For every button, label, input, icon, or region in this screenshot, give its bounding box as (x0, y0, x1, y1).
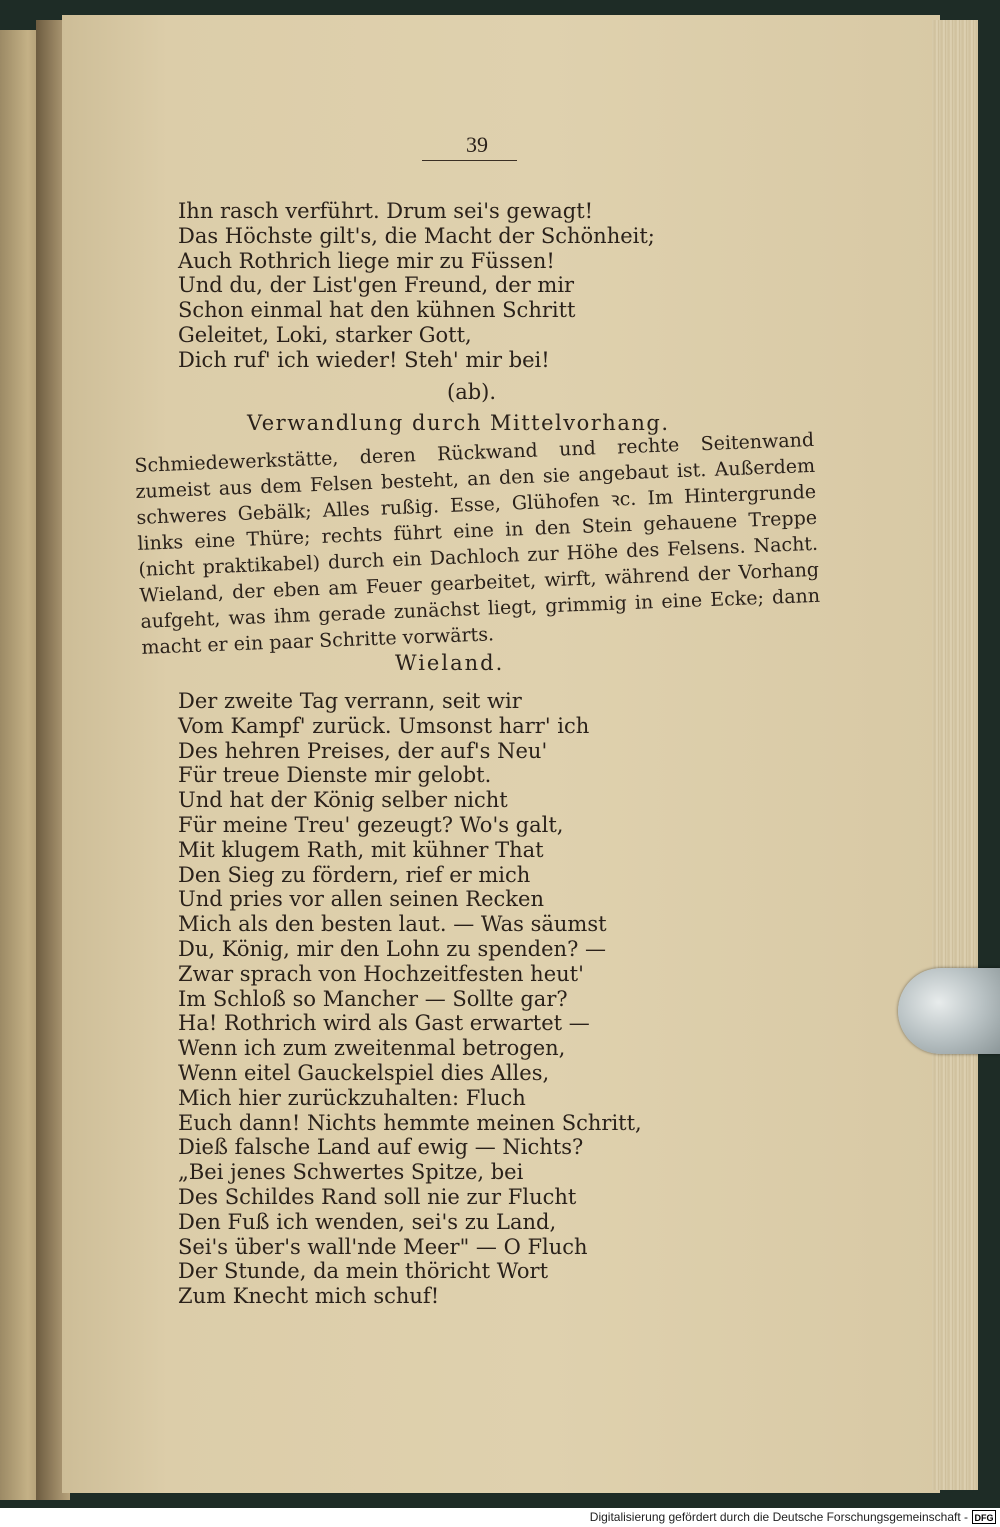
verse-line: Mich hier zurückzuhalten: Fluch (178, 1085, 526, 1110)
verse-line: Auch Rothrich liege mir zu Füssen! (178, 248, 555, 273)
verse-line: Und hat der König selber nicht (178, 788, 508, 813)
verse-line: Zum Knecht mich schuf! (178, 1284, 440, 1309)
verse-line: Für meine Treu' gezeugt? Wo's galt, (178, 812, 564, 837)
verse-line: Euch dann! Nichts hemmte meinen Schritt, (178, 1110, 642, 1135)
verse-line: Den Sieg zu fördern, rief er mich (178, 862, 531, 887)
verse-line: Schon einmal hat den kühnen Schritt (178, 298, 576, 323)
page-content (62, 15, 940, 1493)
verse-line: Vom Kampf' zurück. Umsonst harr' ich (178, 713, 590, 738)
verse-line: Geleitet, Loki, starker Gott, (178, 322, 472, 347)
funding-credit: Digitalisierung gefördert durch die Deutsche Forschungsgemeinschaft - (589, 1510, 968, 1524)
scene-heading: Verwandlung durch Mittelvorhang. (247, 411, 670, 435)
verse-line: Ihn rasch verführt. Drum sei's gewagt! (178, 199, 594, 223)
stage-direction: Schmiedewerkstätte, deren Rückwand und rechte Seitenwand zumeist aus dem Felsen besteht, an den sie angebaut ist. Außerdem schweres Gebälk; Alles rußig. Esse, Glühofen ꝛc. Im Hintergrunde links eine Thüre; rechts führt eine in den Stein gehauene Treppe (nicht praktikabel) durch ein Dachloch zur Höhe des Felsens. Nacht. Wieland, der eben am Feuer gearbeitet, wirft, während der Vorhang aufgeht, was ihm gerade zunächst liegt, grimmig in eine Ecke; dann macht er ein paar Schritte vorwärts. (134, 428, 821, 659)
verse-line: Wenn eitel Gauckelspiel dies Alles, (178, 1060, 550, 1085)
dfg-logo: DFG (972, 1510, 996, 1524)
verse-line: Im Schloß so Mancher — Sollte gar? (178, 986, 568, 1011)
verse-line: Wenn ich zum zweitenmal betrogen, (178, 1036, 566, 1061)
verse-line: Mich als den besten laut. — Was säumst (178, 912, 607, 937)
verse-line: Das Höchste gilt's, die Macht der Schönheit; (178, 223, 655, 248)
verse-line: Zwar sprach von Hochzeitfesten heut' (178, 961, 584, 986)
page-clip (898, 968, 1000, 1054)
footer-bar (0, 1508, 1000, 1527)
left-page-edge (0, 30, 40, 1500)
verse-line: Der Stunde, da mein thöricht Wort (178, 1259, 549, 1284)
verse-line: Ha! Rothrich wird als Gast erwartet — (178, 1011, 590, 1036)
verse-line: Sei's über's wall'nde Meer" — O Fluch (178, 1234, 588, 1259)
verse-line: Dich ruf' ich wieder! Steh' mir bei! (178, 347, 550, 372)
verse-line: Des hehren Preises, der auf's Neu' (178, 738, 548, 763)
verse-line: Mit klugem Rath, mit kühner That (178, 837, 544, 862)
page-number: 39 (466, 132, 488, 157)
verse-block-top (178, 199, 655, 373)
verse-line: „Bei jenes Schwertes Spitze, bei (178, 1160, 524, 1185)
verse-line: Der zweite Tag verrann, seit wir (178, 689, 522, 713)
verse-line: Den Fuß ich wenden, sei's zu Land, (178, 1209, 557, 1234)
verse-line: Du, König, mir den Lohn zu spenden? — (178, 936, 607, 961)
verse-block-main (178, 689, 642, 1309)
verse-line: Dieß falsche Land auf ewig — Nichts? (178, 1135, 584, 1160)
verse-line: Und du, der List'gen Freund, der mir (178, 273, 575, 298)
verse-line: Für treue Dienste mir gelobt. (178, 763, 492, 788)
page-number-rule (422, 160, 517, 161)
stage-exit: (ab). (447, 380, 497, 404)
verse-line: Und pries vor allen seinen Recken (178, 887, 544, 912)
verse-line: Des Schildes Rand soll nie zur Flucht (178, 1184, 577, 1209)
speaker-name: Wieland. (395, 651, 505, 675)
